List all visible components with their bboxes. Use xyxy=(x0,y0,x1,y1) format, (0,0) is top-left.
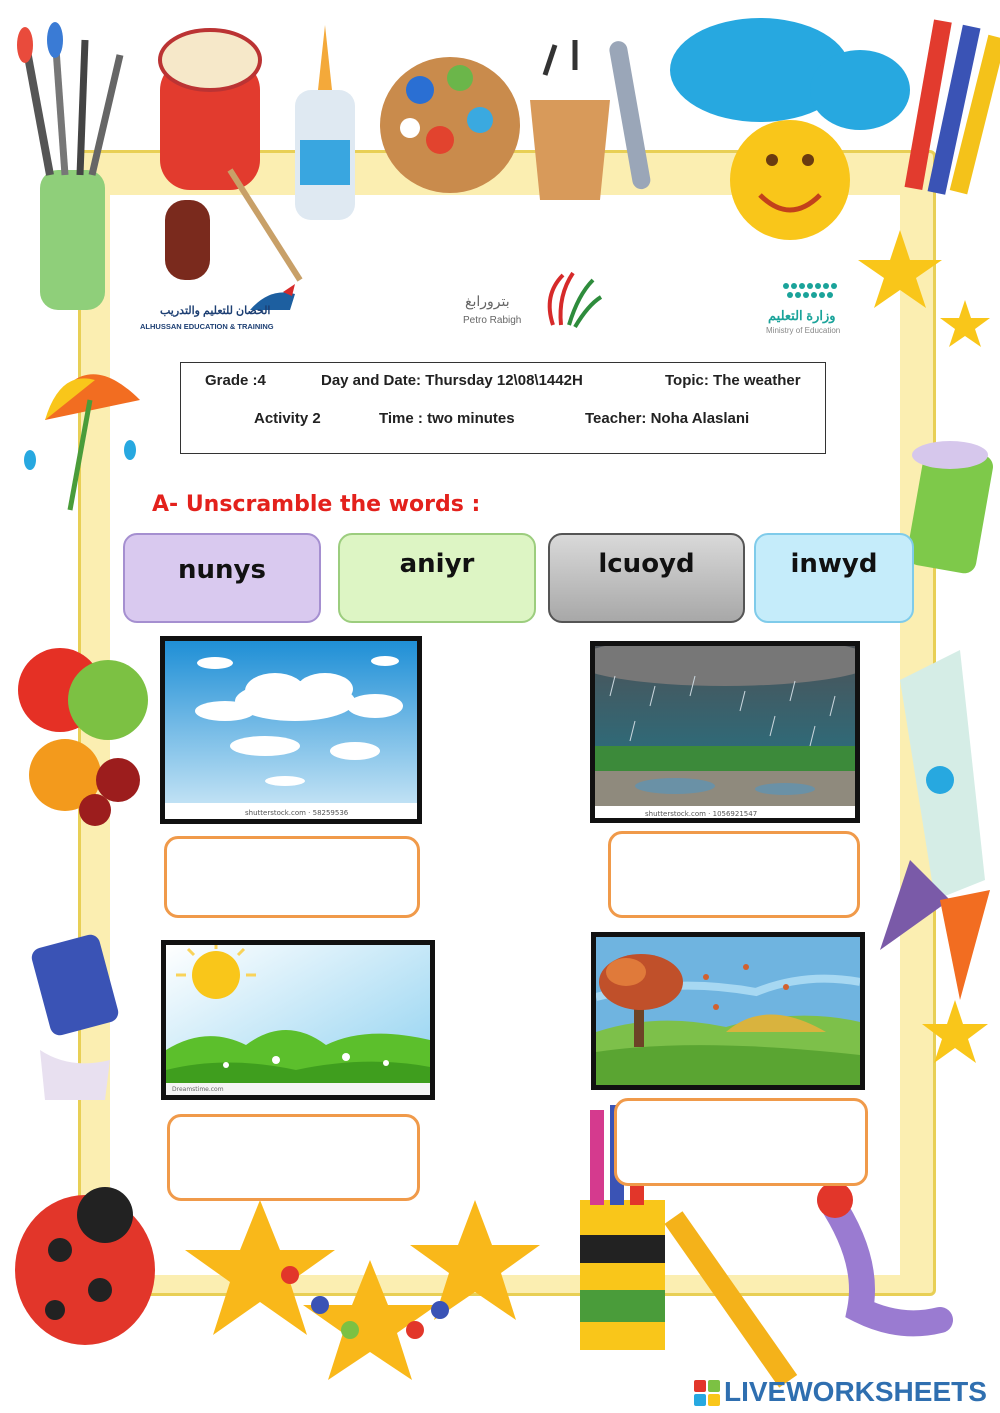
worm-icon xyxy=(817,1182,940,1323)
crayons-icon xyxy=(905,19,1000,194)
smiling-stars-icon xyxy=(185,1200,540,1380)
alhussan-english: ALHUSSAN EDUCATION & TRAINING xyxy=(140,322,274,331)
stars-icon xyxy=(858,230,990,347)
cloudy-sky-image xyxy=(165,641,417,819)
word-tile-inwyd[interactable] xyxy=(754,533,914,623)
mug-icon xyxy=(905,441,995,575)
rocket-icon xyxy=(880,650,990,1000)
ministry-dots-icon xyxy=(780,278,850,306)
word-text: aniyr xyxy=(399,549,475,579)
ministry-english: Ministry of Education xyxy=(766,326,841,335)
photo-caption: shutterstock.com · 58259536 xyxy=(245,809,349,817)
drum-icon xyxy=(160,30,300,280)
sunny-field-image xyxy=(166,945,430,1095)
teacher-label: Teacher: Noha Alaslani xyxy=(585,410,750,427)
sun-cloud-icon xyxy=(670,18,910,240)
alhussan-logo xyxy=(140,282,300,337)
answer-box-3[interactable] xyxy=(167,1114,420,1201)
rainy-scene-image xyxy=(595,646,855,818)
topic-label: Topic: The weather xyxy=(665,372,801,389)
flower-pot-icon xyxy=(530,40,652,200)
section-title: A- Unscramble the words : xyxy=(152,492,481,517)
petro-rabigh-logo xyxy=(455,265,605,335)
date-label: Day and Date: Thursday 12\08\1442H xyxy=(321,372,583,389)
word-tile-aniyr[interactable] xyxy=(338,533,536,623)
answer-box-1[interactable] xyxy=(164,836,420,918)
pencil-icon xyxy=(664,1211,797,1387)
paint-palette-icon xyxy=(380,57,520,193)
word-text: inwyd xyxy=(790,549,878,579)
petro-arabic: بترورابغ xyxy=(465,293,510,309)
grade-label: Grade :4 xyxy=(205,372,266,389)
photo-sunny-field xyxy=(161,940,435,1100)
windy-tree-image xyxy=(596,937,860,1085)
answer-box-4[interactable] xyxy=(614,1098,868,1186)
alhussan-arabic: الحصان للتعليم والتدريب xyxy=(160,305,271,317)
photo-rainy-scene xyxy=(590,641,860,823)
fruits-icon xyxy=(18,648,148,826)
photo-caption: Dreamstime.com xyxy=(172,1086,224,1093)
liveworksheets-brand: LIVEWORKSHEETS xyxy=(724,1376,987,1407)
photo-cloudy-sky xyxy=(160,636,422,824)
word-text: lcuoyd xyxy=(598,549,695,579)
photo-windy-tree xyxy=(591,932,865,1090)
info-header-box xyxy=(180,362,826,454)
word-tile-nunys[interactable] xyxy=(123,533,321,623)
stars-lower-icon xyxy=(922,1000,988,1063)
activity-label: Activity 2 xyxy=(254,410,321,427)
word-text: nunys xyxy=(178,555,266,585)
glue-bottle-icon xyxy=(295,25,355,220)
paint-pot-icon xyxy=(30,932,121,1100)
photo-caption: shutterstock.com · 1056921547 xyxy=(645,810,758,818)
petro-sunburst-icon xyxy=(533,265,603,330)
ladybug-icon xyxy=(15,1187,155,1345)
umbrella-icon xyxy=(24,374,140,510)
time-label: Time : two minutes xyxy=(379,410,515,427)
ministry-arabic: وزارة التعليم xyxy=(768,308,836,323)
ministry-logo xyxy=(762,278,857,340)
petro-english: Petro Rabigh xyxy=(463,315,522,326)
paint-brushes-icon xyxy=(17,22,120,310)
answer-box-2[interactable] xyxy=(608,831,860,918)
liveworksheets-logo-icon xyxy=(694,1380,722,1406)
word-tile-lcuoyd[interactable] xyxy=(548,533,745,623)
